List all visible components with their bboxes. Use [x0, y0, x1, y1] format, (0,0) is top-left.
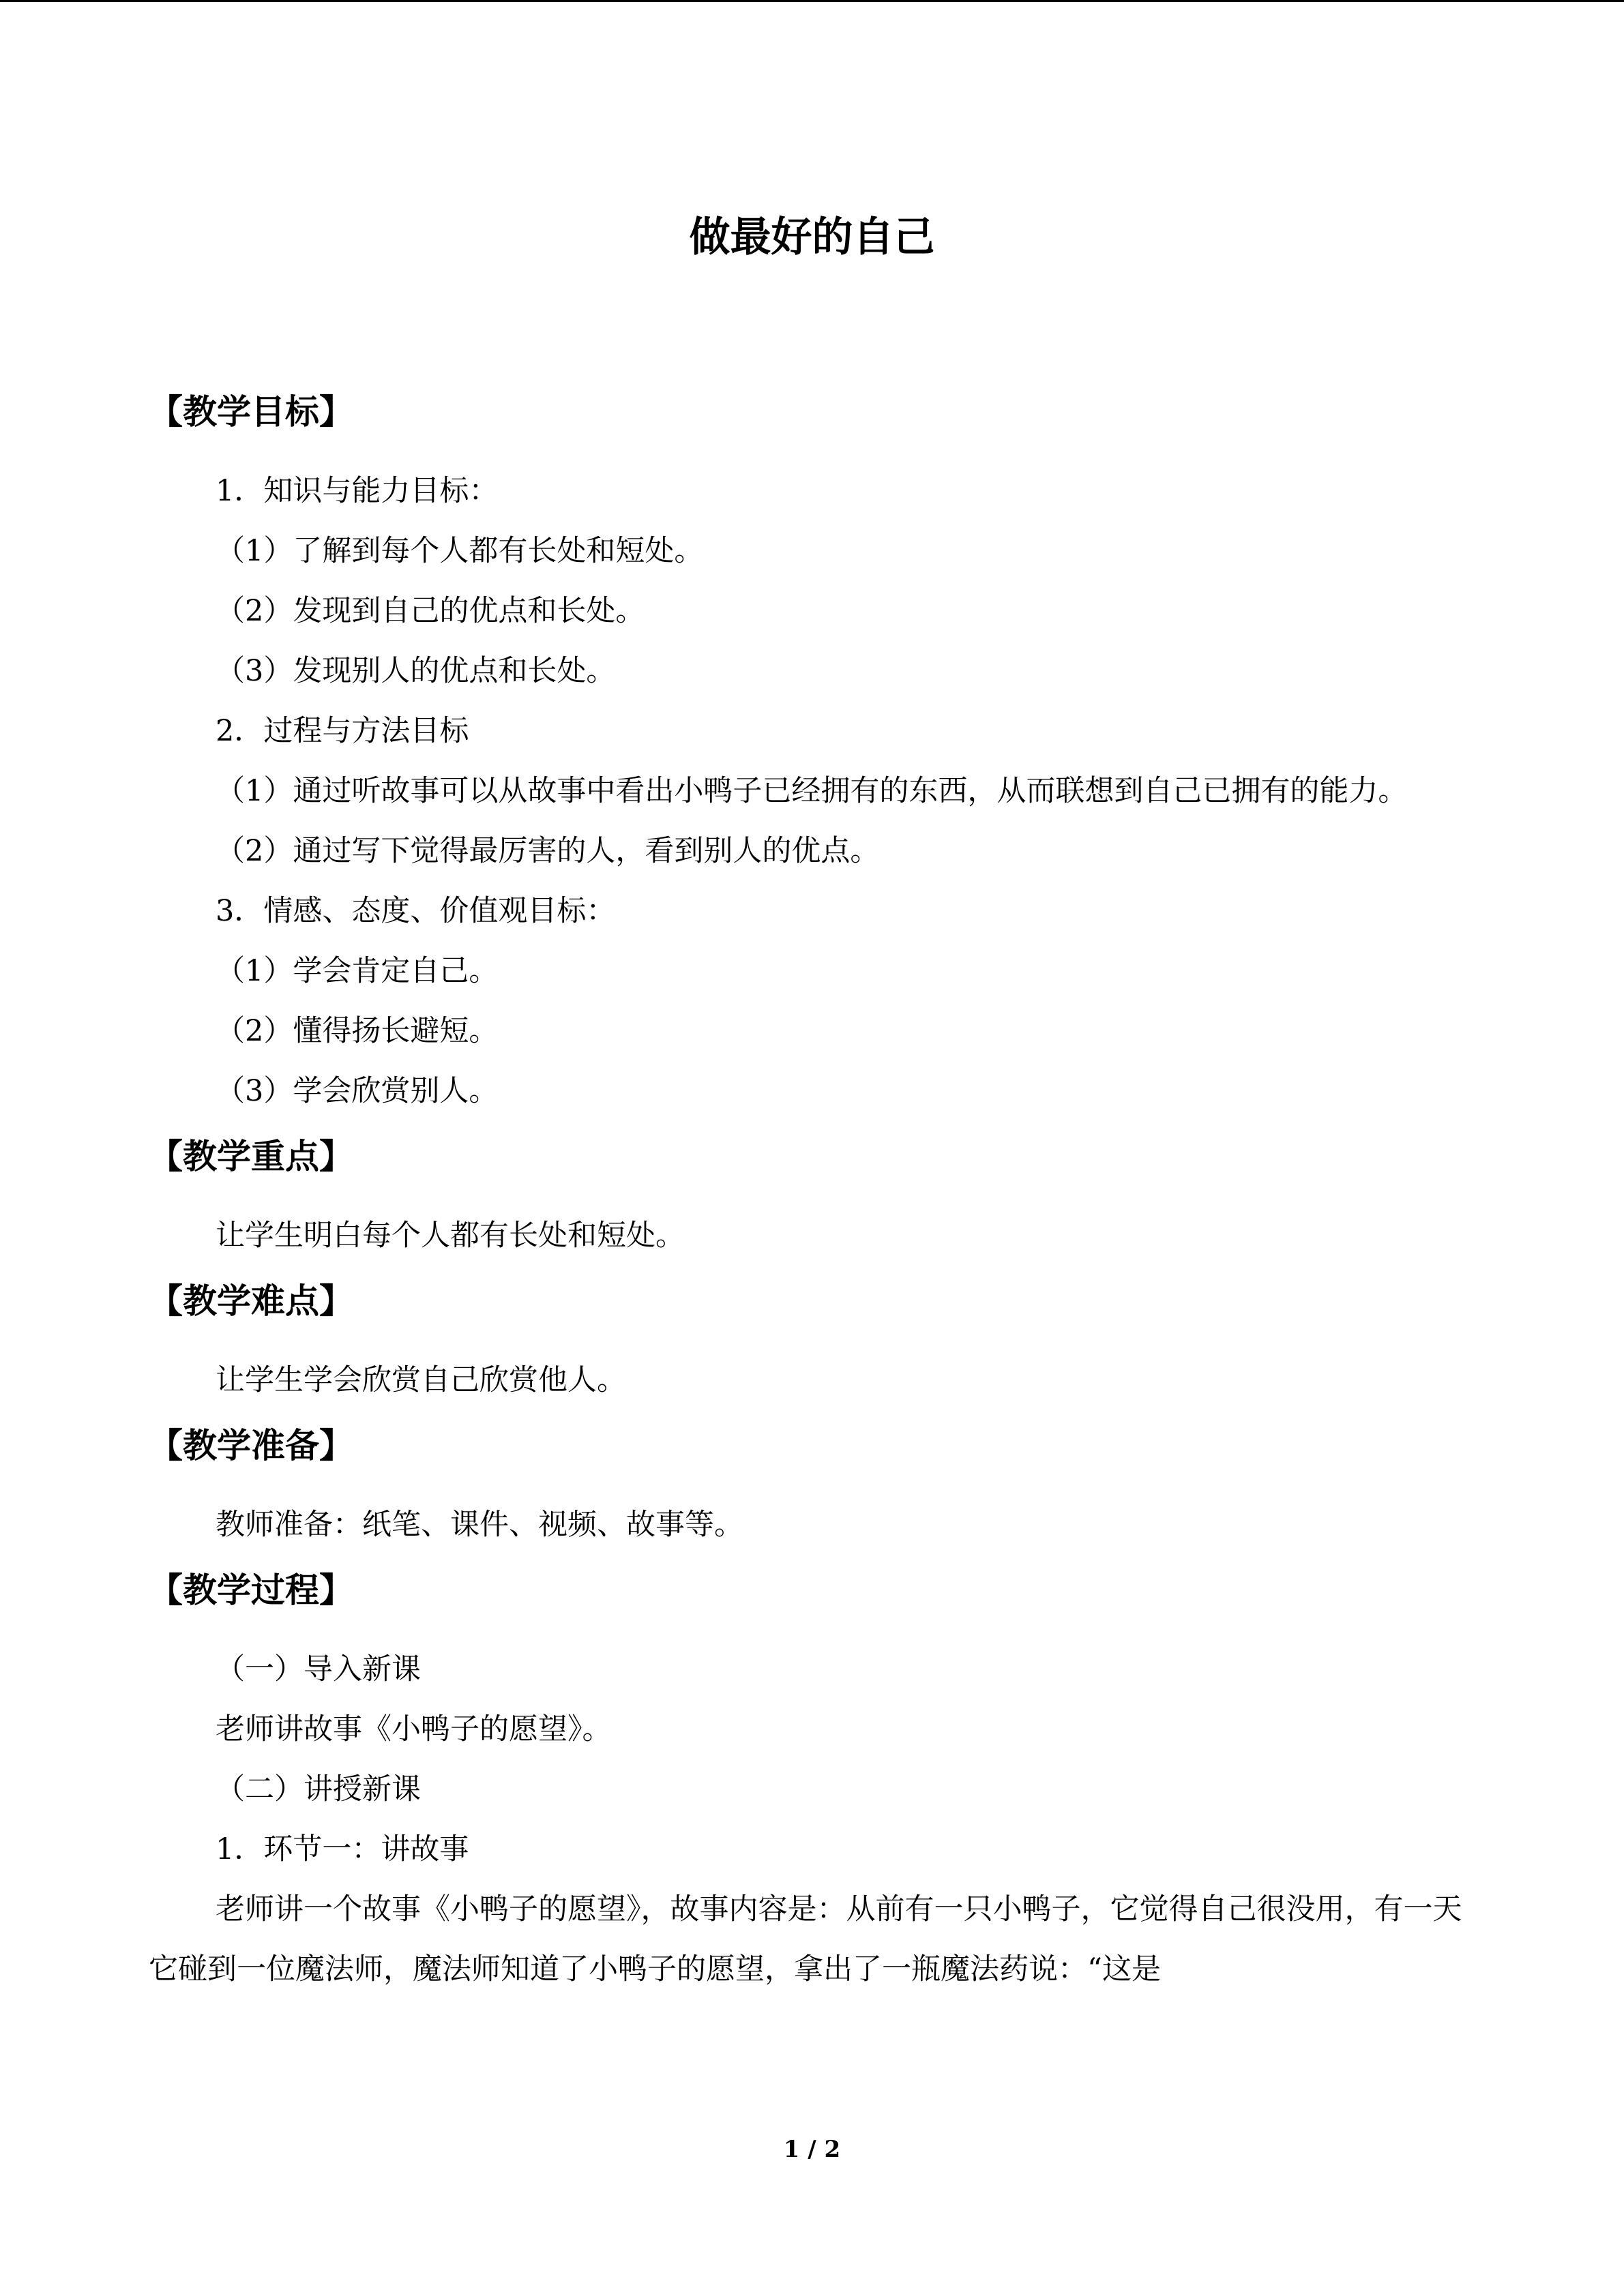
- section-heading: 【教学目标】: [149, 392, 353, 432]
- section-heading: 【教学难点】: [149, 1281, 353, 1321]
- document-body: [149, 382, 1475, 1999]
- paragraph: 老师讲故事《小鸭子的愿望》。: [216, 1712, 612, 1746]
- paragraph: （二）讲授新课: [216, 1772, 421, 1806]
- section-teaching-objectives: [149, 382, 1475, 1121]
- section-teaching-process: [149, 1560, 1475, 1999]
- paragraph: （一）导入新课: [216, 1652, 421, 1686]
- top-border-line: [0, 0, 1624, 2]
- paragraph: （3）发现别人的优点和长处。: [216, 654, 616, 688]
- paragraph: 让学生明白每个人都有长处和短处。: [216, 1219, 685, 1253]
- section-heading: 【教学过程】: [149, 1570, 353, 1610]
- paragraph: 老师讲一个故事《小鸭子的愿望》，故事内容是：从前有一只小鸭子，它觉得自己很没用，有一天它碰到一位魔法师，魔法师知道了小鸭子的愿望，拿出了一瓶魔法药说：“这是: [149, 1892, 1462, 1986]
- paragraph: （1）学会肯定自己。: [216, 954, 499, 988]
- section-teaching-focus: [149, 1127, 1475, 1266]
- paragraph: （2）通过写下觉得最厉害的人，看到别人的优点。: [216, 834, 880, 868]
- paragraph: 1．环节一：讲故事: [216, 1832, 469, 1866]
- page-number: 1 / 2: [783, 2136, 841, 2163]
- paragraph: 教师准备：纸笔、课件、视频、故事等。: [216, 1508, 743, 1542]
- paragraph: （2）懂得扬长避短。: [216, 1014, 499, 1048]
- section-heading: 【教学重点】: [149, 1137, 353, 1176]
- paragraph: （1）了解到每个人都有长处和短处。: [216, 534, 704, 568]
- section-heading: 【教学准备】: [149, 1426, 353, 1465]
- paragraph: 1．知识与能力目标：: [216, 474, 499, 508]
- paragraph: （1）通过听故事可以从故事中看出小鸭子已经拥有的东西，从而联想到自己已拥有的能力。: [216, 774, 1408, 808]
- paragraph: 3．情感、态度、价值观目标：: [216, 894, 616, 928]
- paragraph: 让学生学会欣赏自己欣赏他人。: [216, 1363, 626, 1397]
- paragraph: （2）发现到自己的优点和长处。: [216, 594, 645, 628]
- paragraph: 2．过程与方法目标: [216, 714, 469, 748]
- paragraph: （3）学会欣赏别人。: [216, 1074, 499, 1108]
- section-teaching-preparation: [149, 1416, 1475, 1555]
- section-teaching-difficulty: [149, 1271, 1475, 1410]
- document-title: 做最好的自己: [689, 213, 935, 261]
